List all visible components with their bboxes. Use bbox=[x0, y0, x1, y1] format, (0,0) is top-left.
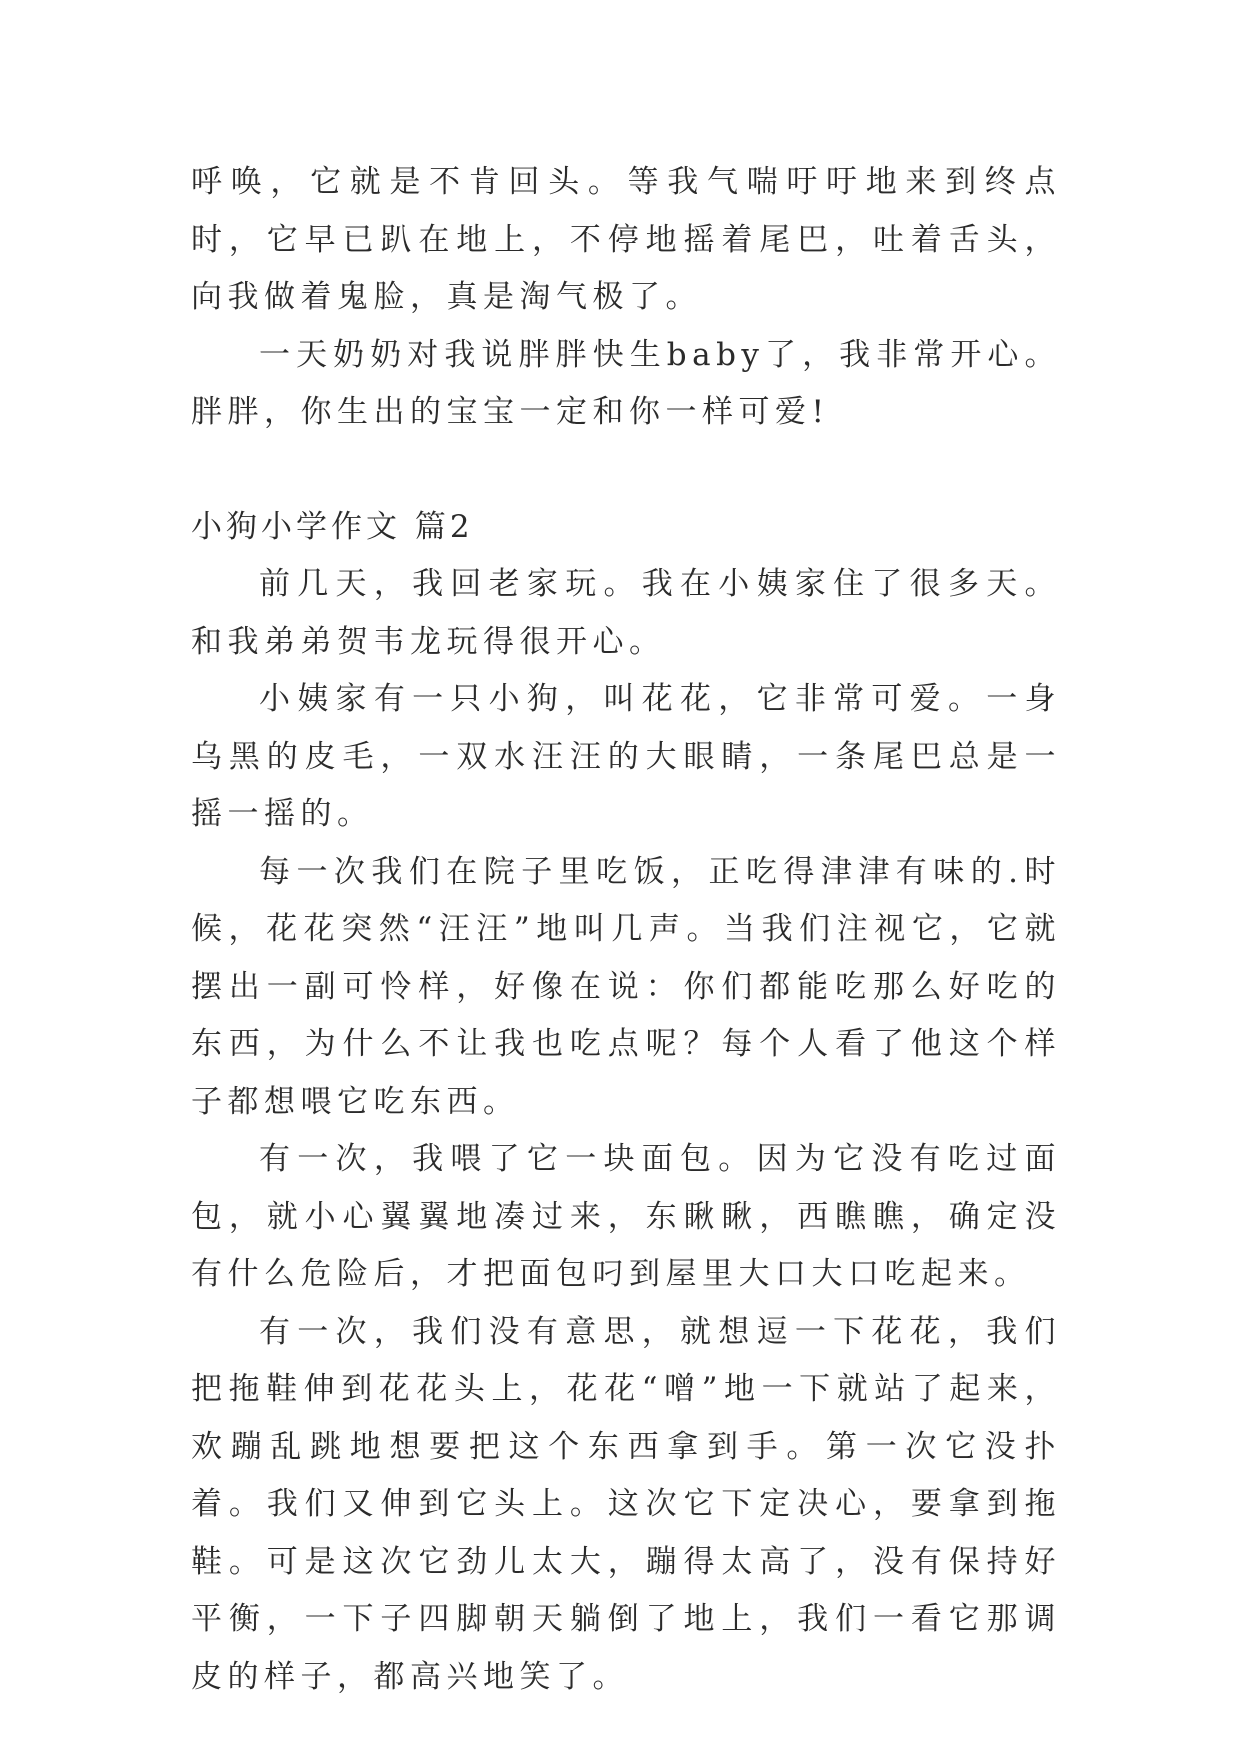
paragraph-continuation: 呼唤，它就是不肯回头。等我气喘吁吁地来到终点时，它早已趴在地上，不停地摇着尾巴，吐着舌头，向我做着鬼脸，真是淘气极了。 bbox=[191, 164, 1061, 315]
paragraph: 每一次我们在院子里吃饭，正吃得津津有味的.时候，花花突然“汪汪”地叫几声。当我们注视它，它就摆出一副可怜样，好像在说：你们都能吃那么好吃的东西，为什么不让我也吃点呢？每个人看了他这个样子都想喂它吃东西。 bbox=[191, 853, 1061, 1120]
paragraph: 有一次，我们没有意思，就想逗一下花花，我们把拖鞋伸到花花头上，花花“噌”地一下就站了起来，欢蹦乱跳地想要把这个东西拿到手。第一次它没扑着。我们又伸到它头上。这次它下定决心，要拿到拖鞋。可是这次它劲儿太大，蹦得太高了，没有保持好平衡，一下子四脚朝天躺倒了地上，我们一看它那调皮的样子，都高兴地笑了。 bbox=[191, 1313, 1061, 1695]
document-body bbox=[191, 154, 1061, 1706]
paragraph: 前几天，我回老家玩。我在小姨家住了很多天。和我弟弟贺韦龙玩得很开心。 bbox=[191, 566, 1061, 660]
paragraph: 一天奶奶对我说胖胖快生baby了，我非常开心。胖胖，你生出的宝宝一定和你一样可爱! bbox=[191, 336, 1061, 430]
section-title: 小狗小学作文 篇2 bbox=[191, 508, 474, 545]
paragraph: 小姨家有一只小狗，叫花花，它非常可爱。一身乌黑的皮毛，一双水汪汪的大眼睛，一条尾巴总是一摇一摇的。 bbox=[191, 681, 1061, 832]
paragraph: 有一次，我喂了它一块面包。因为它没有吃过面包，就小心翼翼地凑过来，东瞅瞅，西瞧瞧，确定没有什么危险后，才把面包叼到屋里大口大口吃起来。 bbox=[191, 1141, 1061, 1292]
